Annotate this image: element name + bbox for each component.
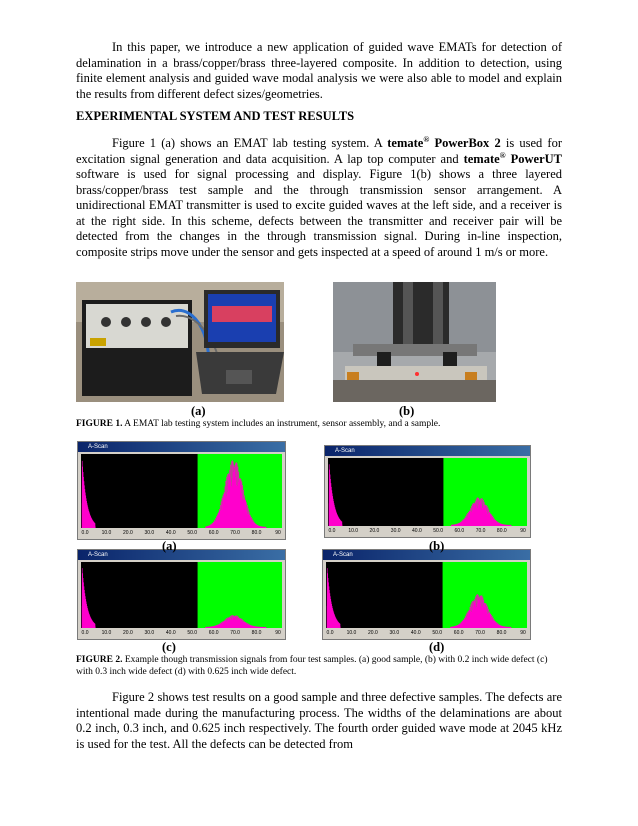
axis-tick-label: 0.0 <box>328 528 336 534</box>
axis-tick-label: 20.0 <box>368 630 378 636</box>
axis-tick-label: 80.0 <box>251 530 262 536</box>
figure2-caption: FIGURE 2. Example though transmission signals from four test samples. (a) good sample, (b) with 0.2 inch wide defect (c) with 0.3 inch wide defect (d) with 0.625 inch wide defect. <box>76 655 548 677</box>
figure2-label-a: (a) <box>162 539 177 553</box>
experimental-paragraph: Figure 1 (a) shows an EMAT lab testing system. A temate® PowerBox 2 is used for excitation signal generation and data acquisition. A lap top computer and temate® PowerUT software is used for signal processing and display. Figure 1(b) shows a three layered brass/copper/brass test sample and the through transmission sensor arrangement. A unidirectional EMAT transmitter is used to excite guided waves at the left side, and a receiver is at the right side. In this scheme, defects between the transmitter and receiver pair will be detected from the changes in the through transmission signal. During in-line inspection, composite strips move under the sensor and gets inspected at a speed of around 1 m/s or more. <box>76 134 563 259</box>
axis-tick-label: 40.0 <box>412 528 422 534</box>
ascan-title: A-Scan <box>78 442 285 452</box>
figure1a-photo-instrument <box>76 282 284 402</box>
axis-tick-label: 80.0 <box>496 528 507 534</box>
axis-tick-label: 60.0 <box>208 630 219 636</box>
figure1-caption: FIGURE 1. A EMAT lab testing system includes an instrument, sensor assembly, and a sample. <box>76 419 441 429</box>
ascan-panel-a <box>77 441 286 540</box>
figure2-label-d: (d) <box>429 640 445 654</box>
axis-tick-label: 90 <box>275 530 281 536</box>
axis-tick-label: 90 <box>520 528 526 534</box>
ascan-axis <box>328 527 527 536</box>
results-paragraph: Figure 2 shows test results on a good sample and three defective samples. The defects are intentional made during the manufacturing process. The widths of the delaminations are about 0.2 inch, 0.3 inch, and 0.625 inch respectively. The fourth order guided wave mode at 2045 kHz is used for the test. All the defects can be detected from <box>76 690 562 751</box>
axis-tick-label: 60.0 <box>453 630 464 636</box>
ascan-plot <box>328 458 527 526</box>
ascan-panel-b <box>324 445 531 538</box>
section-heading: EXPERIMENTAL SYSTEM AND TEST RESULTS <box>76 109 355 123</box>
axis-tick-label: 30.0 <box>390 528 401 534</box>
figure2-label-c: (c) <box>162 640 176 654</box>
axis-tick-label: 10.0 <box>348 528 359 534</box>
ascan-panel-d <box>322 549 531 640</box>
axis-tick-label: 50.0 <box>187 530 198 536</box>
ascan-axis <box>81 529 282 538</box>
axis-tick-label: 50.0 <box>187 630 198 636</box>
axis-tick-label: 30.0 <box>389 630 400 636</box>
axis-tick-label: 90 <box>275 630 281 636</box>
axis-tick-label: 40.0 <box>165 630 176 636</box>
axis-tick-label: 20.0 <box>123 630 133 636</box>
axis-tick-label: 10.0 <box>101 530 112 536</box>
axis-tick-label: 80.0 <box>496 630 507 636</box>
axis-tick-label: 20.0 <box>123 530 133 536</box>
axis-tick-label: 70.0 <box>475 630 485 636</box>
initial-pulse <box>327 568 340 628</box>
initial-pulse <box>82 461 95 528</box>
ascan-title: A-Scan <box>325 446 530 456</box>
ascan-title: A-Scan <box>78 550 285 560</box>
gate-region <box>198 562 282 628</box>
axis-tick-label: 30.0 <box>144 630 155 636</box>
ascan-plot <box>326 562 527 628</box>
axis-tick-label: 0.0 <box>326 630 334 636</box>
ascan-plot <box>81 562 282 628</box>
figure1-label-b: (b) <box>399 404 415 418</box>
axis-tick-label: 20.0 <box>369 528 380 534</box>
axis-tick-label: 30.0 <box>144 530 155 536</box>
figure1b-photo-sensor <box>333 282 496 402</box>
intro-paragraph: In this paper, we introduce a new application of guided wave EMATs for detection of delamination in a brass/copper/brass three-layered composite. In addition to detection, using finite element analysis and guided wave modal analysis we were also able to model and explain the results from different defect sizes/geometries. <box>76 40 562 101</box>
axis-tick-label: 70.0 <box>230 530 240 536</box>
axis-tick-label: 70.0 <box>475 528 486 534</box>
axis-tick-label: 50.0 <box>432 630 443 636</box>
axis-tick-label: 90 <box>520 630 526 636</box>
initial-pulse <box>82 568 95 628</box>
axis-tick-label: 60.0 <box>208 530 219 536</box>
ascan-axis <box>326 629 527 638</box>
ascan-title: A-Scan <box>323 550 530 560</box>
ascan-panel-c <box>77 549 286 640</box>
axis-tick-label: 40.0 <box>165 530 176 536</box>
axis-tick-label: 60.0 <box>454 528 465 534</box>
ascan-plot <box>81 454 282 528</box>
axis-tick-label: 0.0 <box>81 530 89 536</box>
figure2-label-b: (b) <box>429 539 445 553</box>
axis-tick-label: 80.0 <box>251 630 262 636</box>
axis-tick-label: 70.0 <box>230 630 240 636</box>
axis-tick-label: 10.0 <box>346 630 357 636</box>
initial-pulse <box>329 464 342 526</box>
axis-tick-label: 10.0 <box>101 630 112 636</box>
figure1-label-a: (a) <box>191 404 206 418</box>
axis-tick-label: 0.0 <box>81 630 89 636</box>
axis-tick-label: 40.0 <box>410 630 421 636</box>
ascan-axis <box>81 629 282 638</box>
axis-tick-label: 50.0 <box>433 528 443 534</box>
